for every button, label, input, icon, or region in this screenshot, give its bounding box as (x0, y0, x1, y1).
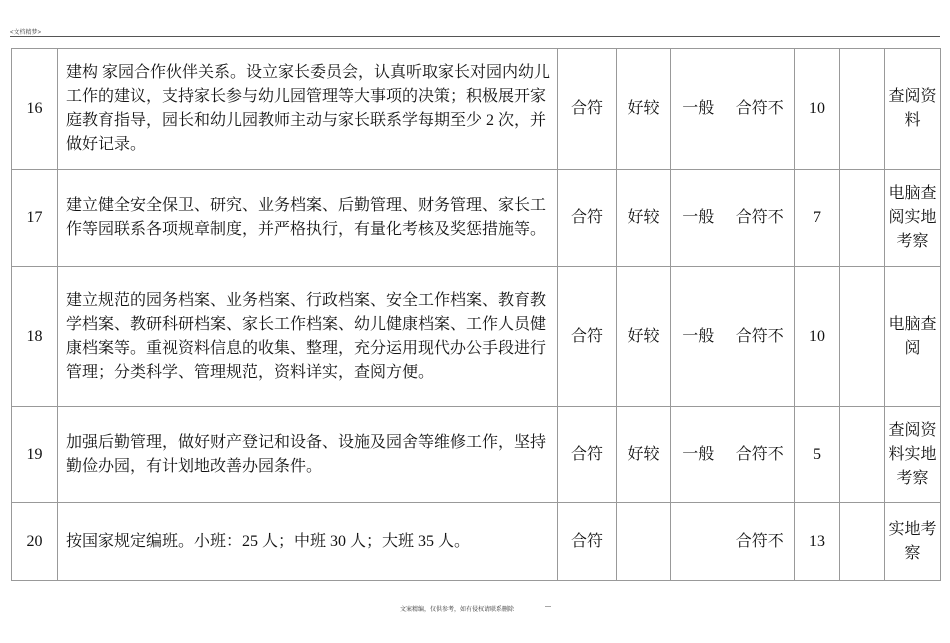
table-row (12, 49, 941, 170)
rating-b: 好较 (617, 49, 671, 170)
method: 电脑查阅 (885, 267, 941, 407)
rating-a: 合符 (558, 49, 617, 170)
rating-b: 好较 (617, 407, 671, 503)
method: 查阅资料 (885, 49, 941, 170)
rating-a: 合符 (558, 170, 617, 267)
header-divider (10, 36, 940, 37)
table-row (12, 503, 941, 581)
rating-d: 合符不 (726, 503, 795, 581)
rating-d: 合符不 (726, 407, 795, 503)
blank-cell (840, 407, 885, 503)
rating-c: 一般 (671, 407, 726, 503)
score: 13 (795, 503, 840, 581)
criterion-text: 建构 家园合作伙伴关系。设立家长委员会，认真听取家长对园内幼儿工作的建议，支持家长参与幼儿园管理等大事项的决策；积极展开家庭教育指导，园长和幼儿园教师主动与家长联系学每期至少 2 次，并做好记录。 (58, 49, 558, 170)
table-row (12, 170, 941, 267)
footer-note: 文案精编，仅供参考，如有侵权请联系删除 (400, 607, 515, 613)
score: 10 (795, 49, 840, 170)
row-number: 16 (12, 49, 58, 170)
criterion-text: 加强后勤管理，做好财产登记和设备、设施及园舍等维修工作，坚持勤俭办园，有计划地改善办园条件。 (58, 407, 558, 503)
footer-dash: — (545, 604, 551, 610)
rating-c: 一般 (671, 49, 726, 170)
rating-d: 合符不 (726, 49, 795, 170)
rating-b: 好较 (617, 267, 671, 407)
rating-c (671, 503, 726, 581)
rating-d: 合符不 (726, 267, 795, 407)
blank-cell (840, 503, 885, 581)
blank-cell (840, 267, 885, 407)
method: 实地考察 (885, 503, 941, 581)
score: 7 (795, 170, 840, 267)
row-number: 19 (12, 407, 58, 503)
rating-a: 合符 (558, 407, 617, 503)
row-number: 18 (12, 267, 58, 407)
rating-c: 一般 (671, 267, 726, 407)
criterion-text: 建立健全安全保卫、研究、业务档案、后勤管理、财务管理、家长工作等园联系各项规章制度，并严格执行，有量化考核及奖惩措施等。 (58, 170, 558, 267)
rating-b (617, 503, 671, 581)
evaluation-table (11, 48, 941, 581)
table-row (12, 407, 941, 503)
rating-b: 好较 (617, 170, 671, 267)
rating-a: 合符 (558, 267, 617, 407)
method: 查阅资料实地考察 (885, 407, 941, 503)
method: 电脑查阅实地考察 (885, 170, 941, 267)
rating-a: 合符 (558, 503, 617, 581)
criterion-text: 建立规范的园务档案、业务档案、行政档案、安全工作档案、教育教学档案、教研科研档案、家长工作档案、幼儿健康档案、工作人员健康档案等。重视资料信息的收集、整理，充分运用现代办公手段进行管理；分类科学、管理规范，资料详实，查阅方便。 (58, 267, 558, 407)
criterion-text: 按国家规定编班。小班：25 人；中班 30 人；大班 35 人。 (58, 503, 558, 581)
table-row (12, 267, 941, 407)
rating-d: 合符不 (726, 170, 795, 267)
score: 10 (795, 267, 840, 407)
rating-c: 一般 (671, 170, 726, 267)
score: 5 (795, 407, 840, 503)
header-note: <文档精梦> (10, 30, 42, 36)
blank-cell (840, 49, 885, 170)
blank-cell (840, 170, 885, 267)
row-number: 17 (12, 170, 58, 267)
row-number: 20 (12, 503, 58, 581)
